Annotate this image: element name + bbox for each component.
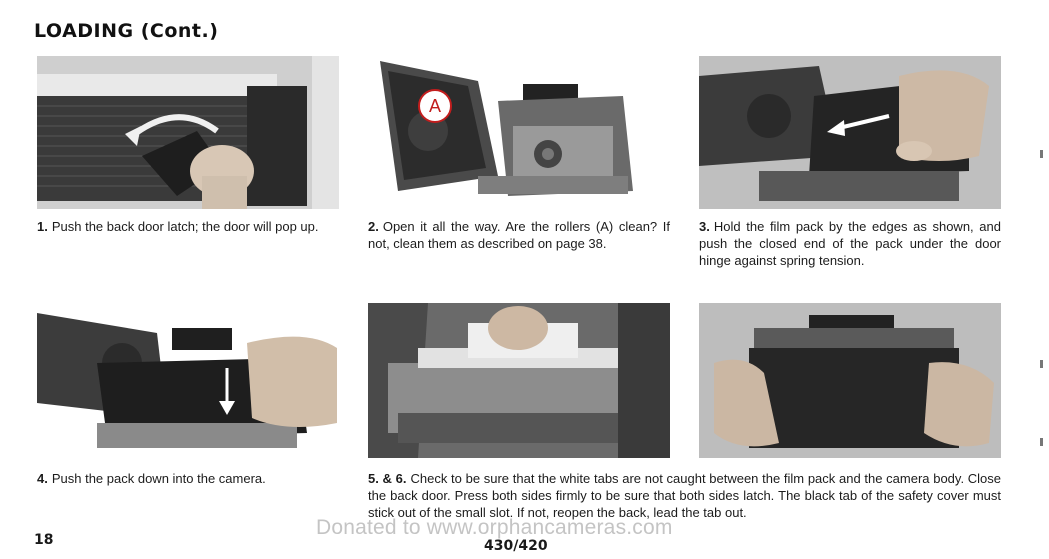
step-1-text: Push the back door latch; the door will pop up. (51, 219, 319, 234)
photo-step-4 (37, 303, 339, 458)
step-3-caption (699, 218, 1001, 269)
camera-model: 430/420 (484, 538, 548, 554)
photo-step-3 (699, 56, 1001, 209)
page-title: LOADING (Cont.) (34, 20, 219, 42)
binding-mark (1040, 360, 1043, 368)
binding-mark (1040, 150, 1043, 158)
step-5-6-number: 5. & 6. (368, 471, 407, 486)
step-2-number: 2. (368, 219, 379, 234)
photo-step-6 (699, 303, 1001, 458)
step-4-caption (37, 470, 339, 487)
step-4-text: Push the pack down into the camera. (51, 471, 266, 486)
watermark: Donated to www.orphancameras.com (316, 516, 673, 539)
step-5-6-caption (368, 470, 1001, 521)
photo-step-5 (368, 303, 670, 458)
page-number: 18 (34, 532, 54, 548)
step-4-number: 4. (37, 471, 48, 486)
step-5-6-text: Check to be sure that the white tabs are not caught between the film pack and the camera body. Close the back door. Press both sides firmly to be sure that both sides latch. The black tab of the safety cover must stick out of the small slot. If not, reopen the back, lead the tab out. (368, 471, 1001, 520)
callout-a-marker: A (418, 89, 452, 123)
step-3-text: Hold the film pack by the edges as shown, and push the closed end of the pack under the door hinge against spring tension. (699, 219, 1001, 268)
step-2-caption (368, 218, 670, 252)
photo-step-2 (368, 56, 670, 209)
step-1-caption (37, 218, 339, 235)
photo-step-1 (37, 56, 339, 209)
step-2-text: Open it all the way. Are the rollers (A) clean? If not, clean them as described on page 38. (368, 219, 670, 251)
step-1-number: 1. (37, 219, 48, 234)
step-3-number: 3. (699, 219, 710, 234)
binding-mark (1040, 438, 1043, 446)
